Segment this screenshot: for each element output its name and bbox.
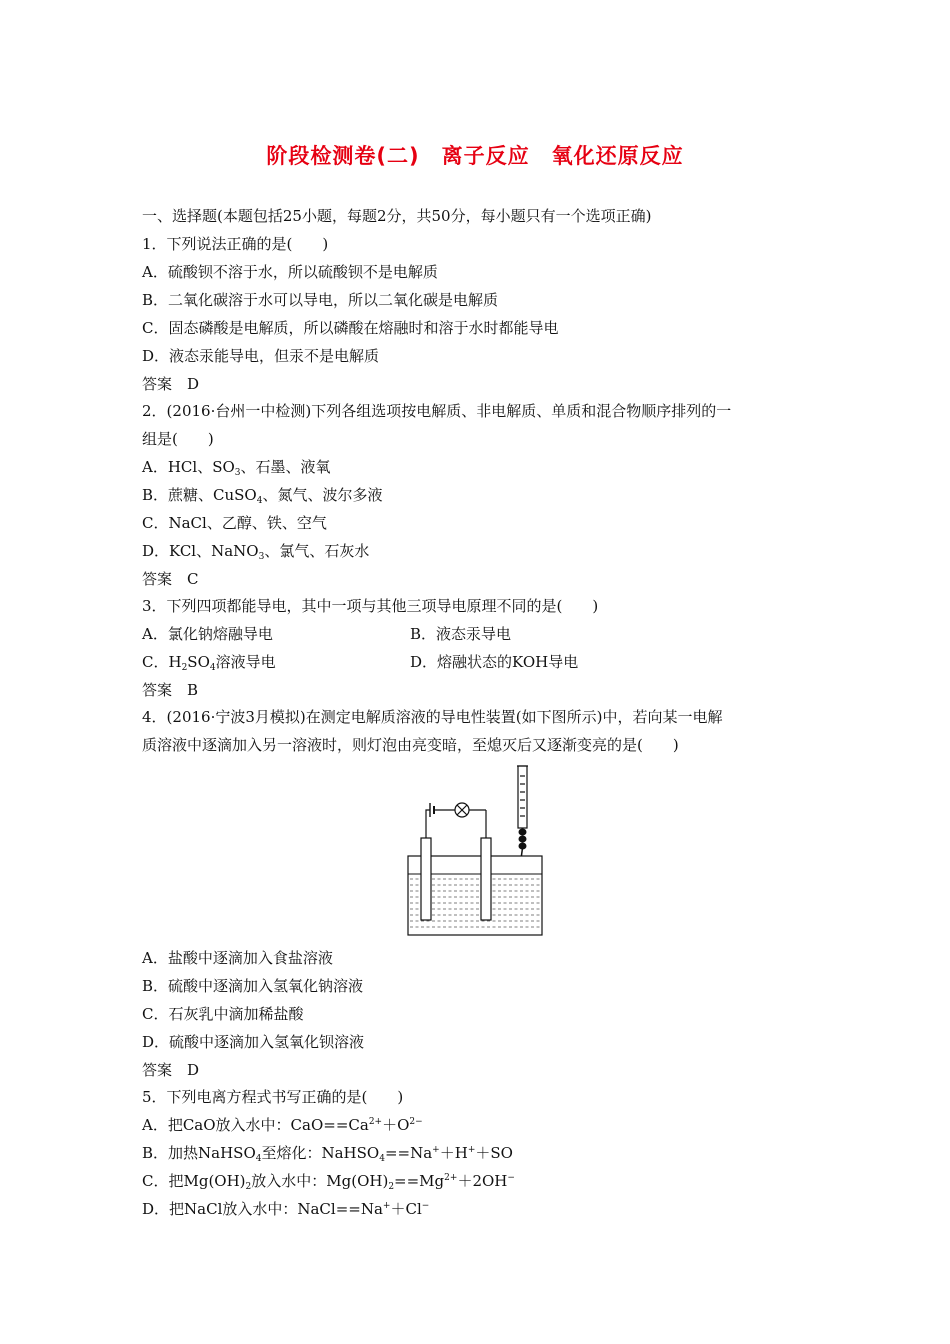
q4-option-a: A．盐酸中逐滴加入食盐溶液 <box>142 949 333 967</box>
q5-option-a: A．把CaO放入水中：$CaO==Ca^{2+}+O^{2-}$ <box>142 1116 423 1134</box>
q4-option-d: D．硫酸中逐滴加入氢氧化钡溶液 <box>142 1033 365 1051</box>
q2-option-a: A．HCl、$SO_3$、石墨、液氧 <box>142 458 331 478</box>
q5-option-d: D．把NaCl放入水中：NaCl==Na+＋Cl− <box>142 1200 430 1218</box>
q3-stem: 3．下列四项都能导电，其中一项与其他三项导电原理不同的是( ) <box>142 597 599 615</box>
q2-option-d: D．KCl、NaNO$_3$、氯气、石灰水 <box>142 542 370 562</box>
q4-stem-line2: 质溶液中逐滴加入另一溶液时，则灯泡由亮变暗，至熄灭后又逐渐变亮的是( ) <box>142 736 679 754</box>
q1-option-c: C．固态磷酸是电解质，所以磷酸在熔融时和溶于水时都能导电 <box>142 319 559 337</box>
q3-option-a: A．氯化钠熔融导电 <box>142 625 273 643</box>
battery-symbol <box>430 803 434 817</box>
q4-stem-line1: 4．(2016·宁波3月模拟)在测定电解质溶液的导电性装置(如下图所示)中，若向某一电解 <box>142 708 723 726</box>
q2-option-b: B．蔗糖、CuSO$_4$、氮气、波尔多液 <box>142 486 383 506</box>
q2-answer: 答案 C <box>142 570 199 588</box>
page-title: 阶段检测卷(二) 离子反应 氧化还原反应 <box>266 144 684 168</box>
q5-stem: 5．下列电离方程式书写正确的是( ) <box>142 1088 404 1106</box>
q1-option-d: D．液态汞能导电，但汞不是电解质 <box>142 347 380 365</box>
lamp-symbol <box>455 803 469 817</box>
q1-answer: 答案 D <box>142 375 200 393</box>
q3-option-d: D．熔融状态的KOH导电 <box>410 653 579 671</box>
q1-option-b: B．二氧化碳溶于水可以导电，所以二氧化碳是电解质 <box>142 291 499 309</box>
burette <box>517 766 528 828</box>
electrode-right <box>481 838 491 920</box>
conductivity-apparatus-diagram <box>400 762 550 940</box>
q2-stem-line1: 2．(2016·台州一中检测)下列各组选项按电解质、非电解质、单质和混合物顺序排列的一 <box>142 402 732 420</box>
q1-stem: 1．下列说法正确的是( ) <box>142 235 329 253</box>
q4-option-c: C．石灰乳中滴加稀盐酸 <box>142 1005 304 1023</box>
q4-option-b: B．硫酸中逐滴加入氢氧化钠溶液 <box>142 977 364 995</box>
q2-option-c: C．NaCl、乙醇、铁、空气 <box>142 514 327 532</box>
section-heading: 一、选择题(本题包括25小题，每题2分，共50分，每小题只有一个选项正确) <box>142 207 652 225</box>
q4-answer: 答案 D <box>142 1061 200 1079</box>
q1-option-a: A．硫酸钡不溶于水，所以硫酸钡不是电解质 <box>142 263 438 281</box>
q5-option-b: B．加热NaHSO$_4$至熔化：NaHSO$_4$==Na+＋H+＋SO <box>142 1144 513 1164</box>
q2-stem-line2: 组是( ) <box>142 430 214 448</box>
q5-option-c: C．把$Mg(OH)_2$放入水中：$Mg(OH)_2==Mg^{2+}+2OH^-$ <box>142 1172 515 1192</box>
electrode-left <box>421 838 431 920</box>
q3-option-b: B．液态汞导电 <box>410 625 512 643</box>
q3-answer: 答案 B <box>142 681 199 699</box>
q3-option-c: C．$H_2SO_4$溶液导电 <box>142 653 276 673</box>
burette-clamp <box>519 829 527 850</box>
